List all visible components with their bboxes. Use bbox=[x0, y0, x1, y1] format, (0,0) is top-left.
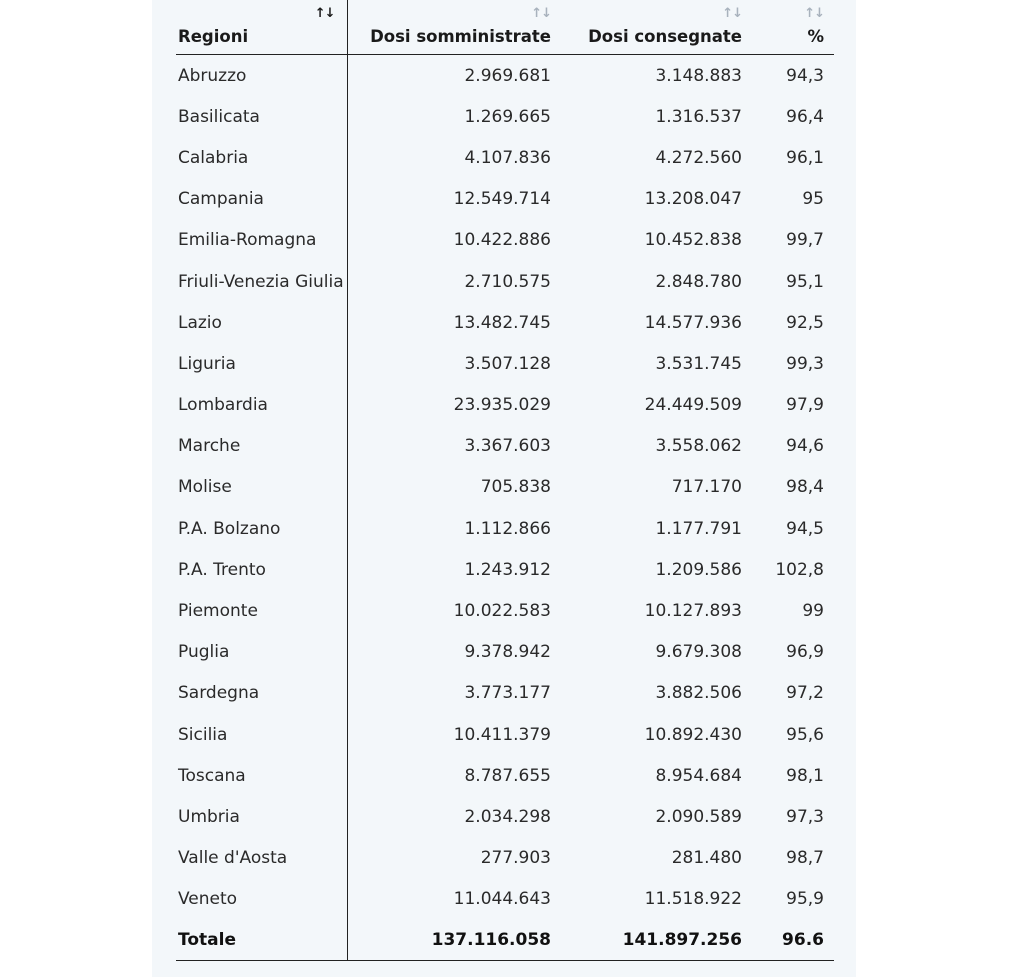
header-label: Dosi somministrate bbox=[370, 27, 551, 46]
delivered-cell: 4.272.560 bbox=[655, 147, 742, 168]
administered-cell: 1.269.665 bbox=[464, 106, 551, 127]
delivered-cell: 10.892.430 bbox=[644, 724, 742, 745]
delivered-cell: 10.127.893 bbox=[644, 601, 742, 622]
percent-cell: 99 bbox=[802, 601, 824, 622]
region-cell: Sardegna bbox=[176, 673, 347, 714]
delivered-cell: 3.148.883 bbox=[655, 65, 742, 86]
table-row bbox=[176, 796, 834, 837]
administered-cell: 277.903 bbox=[480, 848, 551, 869]
table-row bbox=[176, 385, 834, 426]
table-row bbox=[176, 55, 834, 97]
delivered-cell: 9.679.308 bbox=[655, 642, 742, 663]
administered-cell: 4.107.836 bbox=[464, 147, 551, 168]
region-cell: Basilicata bbox=[176, 96, 347, 137]
administered-cell: 3.507.128 bbox=[464, 353, 551, 374]
table-row bbox=[176, 137, 834, 178]
table-row bbox=[176, 632, 834, 673]
administered-cell: 23.935.029 bbox=[453, 395, 551, 416]
percent-cell: 97,9 bbox=[786, 395, 824, 416]
administered-cell: 8.787.655 bbox=[464, 765, 551, 786]
region-cell: Lombardia bbox=[176, 385, 347, 426]
table-row bbox=[176, 96, 834, 137]
sort-arrows-icon[interactable]: ↑↓ bbox=[531, 6, 551, 21]
region-cell: Toscana bbox=[176, 755, 347, 796]
percent-cell: 98,1 bbox=[786, 765, 824, 786]
region-cell: Sicilia bbox=[176, 714, 347, 755]
delivered-cell: 2.090.589 bbox=[655, 806, 742, 827]
region-cell: Emilia-Romagna bbox=[176, 220, 347, 261]
table-row bbox=[176, 879, 834, 920]
total-label: Totale bbox=[176, 920, 347, 961]
table-row bbox=[176, 508, 834, 549]
administered-cell: 13.482.745 bbox=[453, 312, 551, 333]
administered-cell: 1.243.912 bbox=[464, 559, 551, 580]
delivered-cell: 14.577.936 bbox=[644, 312, 742, 333]
administered-cell: 11.044.643 bbox=[453, 889, 551, 910]
region-cell: Lazio bbox=[176, 302, 347, 343]
sort-arrows-icon[interactable]: ↑↓ bbox=[314, 6, 335, 21]
table-header-row bbox=[176, 0, 834, 55]
region-cell: Veneto bbox=[176, 879, 347, 920]
percent-cell: 96,1 bbox=[786, 147, 824, 168]
header-label: % bbox=[807, 27, 824, 46]
administered-cell: 10.411.379 bbox=[453, 724, 551, 745]
administered-cell: 2.710.575 bbox=[464, 271, 551, 292]
region-cell: Molise bbox=[176, 467, 347, 508]
region-cell: P.A. Trento bbox=[176, 549, 347, 590]
table-row bbox=[176, 220, 834, 261]
table-row bbox=[176, 714, 834, 755]
percent-cell: 98,7 bbox=[786, 848, 824, 869]
percent-cell: 94,3 bbox=[786, 65, 824, 86]
administered-cell: 3.367.603 bbox=[464, 436, 551, 457]
sort-arrows-icon[interactable]: ↑↓ bbox=[804, 6, 824, 21]
table-row bbox=[176, 179, 834, 220]
administered-cell: 10.422.886 bbox=[453, 230, 551, 251]
percent-cell: 94,5 bbox=[786, 518, 824, 539]
administered-cell: 9.378.942 bbox=[464, 642, 551, 663]
total-administered: 137.116.058 bbox=[347, 920, 563, 961]
delivered-cell: 3.558.062 bbox=[655, 436, 742, 457]
table-row bbox=[176, 426, 834, 467]
region-cell: Piemonte bbox=[176, 590, 347, 631]
vaccine-doses-table bbox=[176, 0, 834, 961]
table-row bbox=[176, 467, 834, 508]
percent-cell: 99,3 bbox=[786, 353, 824, 374]
percent-cell: 102,8 bbox=[775, 559, 824, 580]
region-cell: Umbria bbox=[176, 796, 347, 837]
administered-cell: 12.549.714 bbox=[453, 189, 551, 210]
table-row bbox=[176, 261, 834, 302]
delivered-cell: 717.170 bbox=[671, 477, 742, 498]
region-cell: P.A. Bolzano bbox=[176, 508, 347, 549]
total-delivered: 141.897.256 bbox=[563, 920, 754, 961]
header-regioni[interactable] bbox=[176, 0, 347, 55]
percent-cell: 92,5 bbox=[786, 312, 824, 333]
table-row bbox=[176, 838, 834, 879]
percent-cell: 95 bbox=[802, 189, 824, 210]
table-panel bbox=[152, 0, 856, 977]
delivered-cell: 3.882.506 bbox=[655, 683, 742, 704]
percent-cell: 97,2 bbox=[786, 683, 824, 704]
table-row bbox=[176, 549, 834, 590]
administered-cell: 10.022.583 bbox=[453, 601, 551, 622]
percent-cell: 99,7 bbox=[786, 230, 824, 251]
percent-cell: 95,9 bbox=[786, 889, 824, 910]
percent-cell: 97,3 bbox=[786, 806, 824, 827]
region-cell: Liguria bbox=[176, 343, 347, 384]
percent-cell: 96,9 bbox=[786, 642, 824, 663]
region-cell: Campania bbox=[176, 179, 347, 220]
table-row bbox=[176, 343, 834, 384]
delivered-cell: 1.209.586 bbox=[655, 559, 742, 580]
delivered-cell: 11.518.922 bbox=[644, 889, 742, 910]
delivered-cell: 8.954.684 bbox=[655, 765, 742, 786]
total-percent: 96.6 bbox=[754, 920, 834, 961]
delivered-cell: 281.480 bbox=[671, 848, 742, 869]
percent-cell: 94,6 bbox=[786, 436, 824, 457]
delivered-cell: 1.177.791 bbox=[655, 518, 742, 539]
region-cell: Abruzzo bbox=[176, 55, 347, 97]
header-dosi-somministrate[interactable] bbox=[347, 0, 563, 55]
percent-cell: 95,6 bbox=[786, 724, 824, 745]
header-dosi-consegnate[interactable] bbox=[563, 0, 754, 55]
administered-cell: 1.112.866 bbox=[464, 518, 551, 539]
region-cell: Valle d'Aosta bbox=[176, 838, 347, 879]
header-label: Regioni bbox=[178, 27, 249, 46]
sort-arrows-icon[interactable]: ↑↓ bbox=[722, 6, 742, 21]
region-cell: Marche bbox=[176, 426, 347, 467]
administered-cell: 2.969.681 bbox=[464, 65, 551, 86]
delivered-cell: 2.848.780 bbox=[655, 271, 742, 292]
table-row bbox=[176, 590, 834, 631]
percent-cell: 98,4 bbox=[786, 477, 824, 498]
header-label: Dosi consegnate bbox=[588, 27, 742, 46]
header-percent[interactable] bbox=[754, 0, 834, 55]
table-row bbox=[176, 673, 834, 714]
delivered-cell: 3.531.745 bbox=[655, 353, 742, 374]
administered-cell: 2.034.298 bbox=[464, 806, 551, 827]
administered-cell: 3.773.177 bbox=[464, 683, 551, 704]
delivered-cell: 13.208.047 bbox=[644, 189, 742, 210]
total-row bbox=[176, 920, 834, 961]
region-cell: Calabria bbox=[176, 137, 347, 178]
delivered-cell: 1.316.537 bbox=[655, 106, 742, 127]
percent-cell: 96,4 bbox=[786, 106, 824, 127]
table-row bbox=[176, 755, 834, 796]
region-cell: Puglia bbox=[176, 632, 347, 673]
delivered-cell: 24.449.509 bbox=[644, 395, 742, 416]
table-row bbox=[176, 302, 834, 343]
delivered-cell: 10.452.838 bbox=[644, 230, 742, 251]
administered-cell: 705.838 bbox=[480, 477, 551, 498]
region-cell: Friuli-Venezia Giulia bbox=[176, 261, 347, 302]
percent-cell: 95,1 bbox=[786, 271, 824, 292]
table-body bbox=[176, 55, 834, 920]
